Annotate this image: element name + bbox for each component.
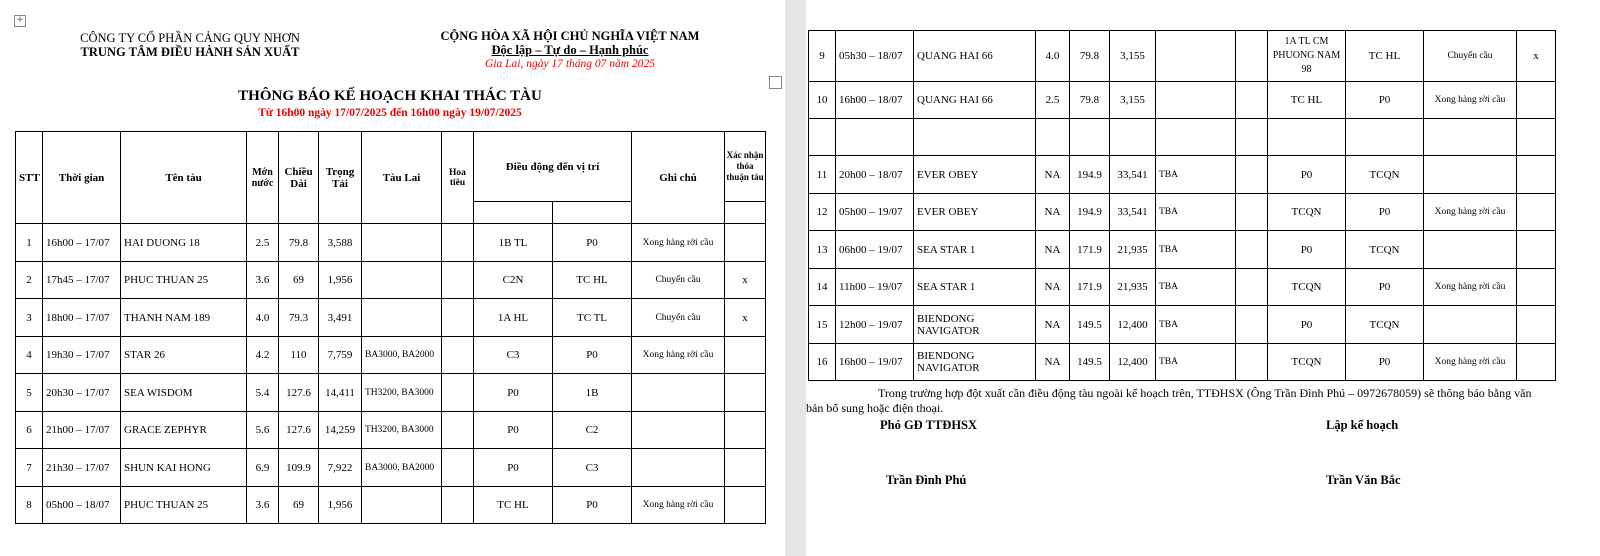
note-cell: [632, 412, 725, 449]
time-cell: 11h00 – 19/07: [836, 269, 914, 306]
confirm-cell: [725, 224, 766, 262]
to-cell: P0: [553, 337, 632, 374]
ship-cell: PHUC THUAN 25: [121, 262, 247, 299]
ship-cell: EVER OBEY: [914, 156, 1036, 194]
tonnage-cell: 3,491: [319, 299, 362, 337]
confirm-cell: [725, 412, 766, 449]
to-cell: TCQN: [1346, 156, 1424, 194]
pilot-cell: [442, 337, 474, 374]
confirm-cell: x: [725, 262, 766, 299]
tug-cell: [362, 299, 442, 337]
note-cell: Xong hàng rời cầu: [1424, 194, 1517, 231]
time-cell: 16h00 – 19/07: [836, 344, 914, 381]
from-cell: P0: [1268, 306, 1346, 344]
tonnage-cell: 12,400: [1110, 344, 1156, 381]
tug-cell: TBA: [1156, 194, 1236, 231]
document-subtitle: Từ 16h00 ngày 17/07/2025 đến 16h00 ngày 19/07/2025: [258, 107, 522, 119]
to-cell: P0: [1346, 82, 1424, 119]
ship-cell: GRACE ZEPHYR: [121, 412, 247, 449]
length-cell: 79.8: [1070, 82, 1110, 119]
confirm-cell: [725, 337, 766, 374]
table-row: [16, 224, 766, 262]
tonnage-cell: 1,956: [319, 262, 362, 299]
pilot-cell: [1236, 344, 1268, 381]
from-cell: TC HL: [474, 487, 553, 524]
col-header-ship: Tên tàu: [121, 132, 247, 224]
draft-cell: NA: [1036, 344, 1070, 381]
note-cell: [1424, 156, 1517, 194]
ship-cell: HAI DUONG 18: [121, 224, 247, 262]
stt-cell: 8: [16, 487, 43, 524]
note-cell: Xong hàng rời cầu: [632, 487, 725, 524]
tonnage-cell: 33,541: [1110, 156, 1156, 194]
stt-cell: 16: [809, 344, 836, 381]
pilot-cell: [442, 374, 474, 412]
note-cell: [1424, 306, 1517, 344]
confirm-cell: [725, 487, 766, 524]
time-cell: 21h00 – 17/07: [43, 412, 121, 449]
table-row: [809, 306, 1556, 344]
length-cell: 79.8: [1070, 31, 1110, 82]
time-cell: 05h00 – 19/07: [836, 194, 914, 231]
motto: Độc lập – Tự do – Hạnh phúc: [491, 43, 649, 57]
tug-cell: TBA: [1156, 231, 1236, 269]
stt-cell: 6: [16, 412, 43, 449]
col-header-from: [474, 202, 553, 224]
length-cell: 127.6: [279, 412, 319, 449]
to-cell: P0: [1346, 269, 1424, 306]
tonnage-cell: 14,411: [319, 374, 362, 412]
time-cell: 16h00 – 17/07: [43, 224, 121, 262]
time-cell: 16h00 – 18/07: [836, 82, 914, 119]
to-cell: TCQN: [1346, 306, 1424, 344]
to-cell: TCQN: [1346, 231, 1424, 269]
stt-cell: [809, 119, 836, 156]
col-header-draft: Mớn nước: [247, 132, 279, 224]
col-header-tonnage: Trọng Tải: [319, 132, 362, 224]
tonnage-cell: 12,400: [1110, 306, 1156, 344]
tug-cell: TBA: [1156, 306, 1236, 344]
time-cell: 05h00 – 18/07: [43, 487, 121, 524]
table-row: [809, 31, 1556, 82]
tonnage-cell: 14,259: [319, 412, 362, 449]
length-cell: 194.9: [1070, 194, 1110, 231]
note-cell: Xong hàng rời cầu: [1424, 344, 1517, 381]
pilot-cell: [442, 262, 474, 299]
stt-cell: 9: [809, 31, 836, 82]
col-header-confirm: Xác nhận thỏa thuận tàu: [725, 132, 766, 202]
ship-cell: SEA WISDOM: [121, 374, 247, 412]
length-cell: 149.5: [1070, 344, 1110, 381]
ship-cell: [914, 119, 1036, 156]
time-cell: 18h00 – 17/07: [43, 299, 121, 337]
tug-cell: [362, 487, 442, 524]
draft-cell: 5.6: [247, 412, 279, 449]
ship-cell: SEA STAR 1: [914, 269, 1036, 306]
from-cell: P0: [474, 412, 553, 449]
pilot-cell: [442, 449, 474, 487]
pilot-cell: [442, 299, 474, 337]
center-name: TRUNG TÂM ĐIỀU HÀNH SẢN XUẤT: [80, 45, 300, 59]
to-cell: TC HL: [1346, 31, 1424, 82]
checkbox[interactable]: [769, 76, 782, 89]
draft-cell: NA: [1036, 269, 1070, 306]
draft-cell: 4.0: [247, 299, 279, 337]
stt-cell: 13: [809, 231, 836, 269]
tonnage-cell: 33,541: [1110, 194, 1156, 231]
col-header-confirm-sub: [725, 202, 766, 224]
to-cell: P0: [1346, 344, 1424, 381]
tug-cell: [1156, 82, 1236, 119]
confirm-cell: [1517, 344, 1556, 381]
table-row: [809, 231, 1556, 269]
company-header: [60, 31, 320, 59]
ship-cell: BIENDONG NAVIGATOR: [914, 344, 1036, 381]
tug-cell: TBA: [1156, 344, 1236, 381]
draft-cell: NA: [1036, 194, 1070, 231]
pilot-cell: [442, 412, 474, 449]
col-header-stt: STT: [16, 132, 43, 224]
left-signatory-name: Trần Đình Phú: [886, 473, 967, 487]
note-cell: Xong hàng rời cầu: [1424, 82, 1517, 119]
draft-cell: 3.6: [247, 487, 279, 524]
confirm-cell: [1517, 119, 1556, 156]
table-row: [809, 269, 1556, 306]
tonnage-cell: [1110, 119, 1156, 156]
col-header-note: Ghi chú: [632, 132, 725, 224]
time-cell: 12h00 – 19/07: [836, 306, 914, 344]
note-cell: [1424, 119, 1517, 156]
note-cell: Xong hàng rời cầu: [632, 337, 725, 374]
to-cell: C2: [553, 412, 632, 449]
tug-cell: TH3200, BA3000: [362, 412, 442, 449]
to-cell: TC HL: [553, 262, 632, 299]
col-header-pilot: Hoa tiêu: [442, 132, 474, 224]
tug-cell: [362, 224, 442, 262]
ship-cell: EVER OBEY: [914, 194, 1036, 231]
stt-cell: 15: [809, 306, 836, 344]
col-header-time: Thời gian: [43, 132, 121, 224]
length-cell: 194.9: [1070, 156, 1110, 194]
table-row: [16, 299, 766, 337]
from-cell: TC HL: [1268, 82, 1346, 119]
pilot-cell: [1236, 119, 1268, 156]
stt-cell: 11: [809, 156, 836, 194]
from-cell: P0: [474, 449, 553, 487]
table-body-page2: [809, 31, 1556, 381]
table-header-row: [16, 132, 766, 202]
to-cell: [1346, 119, 1424, 156]
stt-cell: 7: [16, 449, 43, 487]
tonnage-cell: 21,935: [1110, 269, 1156, 306]
time-cell: 05h30 – 18/07: [836, 31, 914, 82]
plan-table-page1: [15, 131, 766, 524]
table-row: [809, 156, 1556, 194]
tug-cell: TBA: [1156, 156, 1236, 194]
draft-cell: 3.6: [247, 262, 279, 299]
to-cell: TC TL: [553, 299, 632, 337]
right-signatory-role: Lập kế hoạch: [1326, 418, 1399, 432]
tug-cell: [1156, 31, 1236, 82]
note-cell: Chuyển cầu: [1424, 31, 1517, 82]
table-body-page1: [16, 224, 766, 524]
tug-cell: BA3000, BA2000: [362, 449, 442, 487]
confirm-cell: [1517, 306, 1556, 344]
ship-cell: THANH NAM 189: [121, 299, 247, 337]
tonnage-cell: 1,956: [319, 487, 362, 524]
draft-cell: 6.9: [247, 449, 279, 487]
confirm-cell: [1517, 82, 1556, 119]
stt-cell: 12: [809, 194, 836, 231]
pilot-cell: [1236, 269, 1268, 306]
tug-cell: [362, 262, 442, 299]
note-cell: [1424, 231, 1517, 269]
from-cell: 1A HL: [474, 299, 553, 337]
table-row: [16, 487, 766, 524]
confirm-cell: x: [1517, 31, 1556, 82]
length-cell: 79.3: [279, 299, 319, 337]
confirm-cell: [1517, 156, 1556, 194]
tonnage-cell: 7,759: [319, 337, 362, 374]
tug-cell: [1156, 119, 1236, 156]
draft-cell: 4.2: [247, 337, 279, 374]
note-cell: [632, 374, 725, 412]
ship-cell: SEA STAR 1: [914, 231, 1036, 269]
confirm-cell: [1517, 269, 1556, 306]
right-signatory-name: Trần Văn Bắc: [1326, 473, 1401, 487]
from-cell: 1A TL CM PHUONG NAM 98: [1268, 31, 1346, 82]
stt-cell: 5: [16, 374, 43, 412]
length-cell: 69: [279, 262, 319, 299]
pilot-cell: [442, 487, 474, 524]
note-cell: Chuyển cầu: [632, 262, 725, 299]
tonnage-cell: 3,155: [1110, 82, 1156, 119]
ship-cell: BIENDONG NAVIGATOR: [914, 306, 1036, 344]
time-cell: 06h00 – 19/07: [836, 231, 914, 269]
col-header-tug: Tàu Lai: [362, 132, 442, 224]
ship-cell: STAR 26: [121, 337, 247, 374]
length-cell: 171.9: [1070, 269, 1110, 306]
stt-cell: 4: [16, 337, 43, 374]
document-title: THÔNG BÁO KẾ HOẠCH KHAI THÁC TÀU: [238, 88, 542, 104]
date-line: Gia Lai, ngày 17 tháng 07 năm 2025: [485, 58, 655, 70]
from-cell: TCQN: [1268, 269, 1346, 306]
draft-cell: [1036, 119, 1070, 156]
draft-cell: 5.4: [247, 374, 279, 412]
tug-cell: TBA: [1156, 269, 1236, 306]
document-page-1: [0, 0, 785, 556]
length-cell: 171.9: [1070, 231, 1110, 269]
tonnage-cell: 3,588: [319, 224, 362, 262]
tonnage-cell: 21,935: [1110, 231, 1156, 269]
table-row: [16, 374, 766, 412]
from-cell: 1B TL: [474, 224, 553, 262]
draft-cell: NA: [1036, 306, 1070, 344]
to-cell: C3: [553, 449, 632, 487]
tug-cell: TH3200, BA3000: [362, 374, 442, 412]
to-cell: P0: [553, 224, 632, 262]
note-cell: Xong hàng rời cầu: [1424, 269, 1517, 306]
col-header-length: Chiều Dài: [279, 132, 319, 224]
confirm-cell: [1517, 231, 1556, 269]
col-header-to: [553, 202, 632, 224]
pilot-cell: [442, 224, 474, 262]
document-page-2: [806, 0, 1600, 556]
stt-cell: 2: [16, 262, 43, 299]
to-cell: 1B: [553, 374, 632, 412]
length-cell: [1070, 119, 1110, 156]
ship-cell: QUANG HAI 66: [914, 31, 1036, 82]
table-move-handle-icon[interactable]: +: [14, 15, 26, 27]
from-cell: TCQN: [1268, 344, 1346, 381]
draft-cell: 4.0: [1036, 31, 1070, 82]
to-cell: P0: [553, 487, 632, 524]
draft-cell: 2.5: [247, 224, 279, 262]
stt-cell: 14: [809, 269, 836, 306]
col-header-move: Điều động đến vị trí: [474, 132, 632, 202]
tonnage-cell: 7,922: [319, 449, 362, 487]
draft-cell: 2.5: [1036, 82, 1070, 119]
confirm-cell: [725, 374, 766, 412]
confirm-cell: x: [725, 299, 766, 337]
from-cell: C3: [474, 337, 553, 374]
table-row: [16, 262, 766, 299]
ship-cell: PHUC THUAN 25: [121, 487, 247, 524]
time-cell: 20h30 – 17/07: [43, 374, 121, 412]
ship-cell: SHUN KAI HONG: [121, 449, 247, 487]
note-cell: [632, 449, 725, 487]
table-row: [809, 119, 1556, 156]
tonnage-cell: 3,155: [1110, 31, 1156, 82]
from-cell: C2N: [474, 262, 553, 299]
note-cell: Chuyển cầu: [632, 299, 725, 337]
table-row: [809, 194, 1556, 231]
confirm-cell: [725, 449, 766, 487]
from-cell: P0: [1268, 156, 1346, 194]
time-cell: 21h30 – 17/07: [43, 449, 121, 487]
confirm-cell: [1517, 194, 1556, 231]
from-cell: TCQN: [1268, 194, 1346, 231]
national-header: [420, 29, 720, 71]
stt-cell: 1: [16, 224, 43, 262]
pilot-cell: [1236, 156, 1268, 194]
from-cell: [1268, 119, 1346, 156]
length-cell: 149.5: [1070, 306, 1110, 344]
time-cell: 20h00 – 18/07: [836, 156, 914, 194]
tug-cell: BA3000, BA2000: [362, 337, 442, 374]
plan-table-page2: [808, 30, 1556, 381]
length-cell: 109.9: [279, 449, 319, 487]
pilot-cell: [1236, 194, 1268, 231]
republic-title: CỘNG HÒA XÃ HỘI CHỦ NGHĨA VIỆT NAM: [440, 29, 700, 43]
ship-cell: QUANG HAI 66: [914, 82, 1036, 119]
length-cell: 127.6: [279, 374, 319, 412]
footer-note: Trong trường hợp đột xuất cần điều động tàu ngoài kế hoạch trên, TTĐHSX (Ông Trần Đình Phú – 0972678059) sẽ thông báo bằng văn bản bổ sung hoặc điện thoại.: [806, 386, 1532, 415]
pilot-cell: [1236, 231, 1268, 269]
table-row: [16, 412, 766, 449]
time-cell: [836, 119, 914, 156]
stt-cell: 3: [16, 299, 43, 337]
note-cell: Xong hàng rời cầu: [632, 224, 725, 262]
length-cell: 79.8: [279, 224, 319, 262]
pilot-cell: [1236, 31, 1268, 82]
pilot-cell: [1236, 306, 1268, 344]
table-row: [809, 344, 1556, 381]
table-row: [16, 337, 766, 374]
time-cell: 17h45 – 17/07: [43, 262, 121, 299]
left-signatory-role: Phó GĐ TTĐHSX: [880, 418, 978, 432]
company-name: CÔNG TY CỔ PHẦN CẢNG QUY NHƠN: [80, 31, 300, 45]
draft-cell: NA: [1036, 231, 1070, 269]
time-cell: 19h30 – 17/07: [43, 337, 121, 374]
draft-cell: NA: [1036, 156, 1070, 194]
length-cell: 110: [279, 337, 319, 374]
to-cell: P0: [1346, 194, 1424, 231]
table-row: [16, 449, 766, 487]
length-cell: 69: [279, 487, 319, 524]
from-cell: P0: [1268, 231, 1346, 269]
pilot-cell: [1236, 82, 1268, 119]
stt-cell: 10: [809, 82, 836, 119]
table-row: [809, 82, 1556, 119]
from-cell: P0: [474, 374, 553, 412]
